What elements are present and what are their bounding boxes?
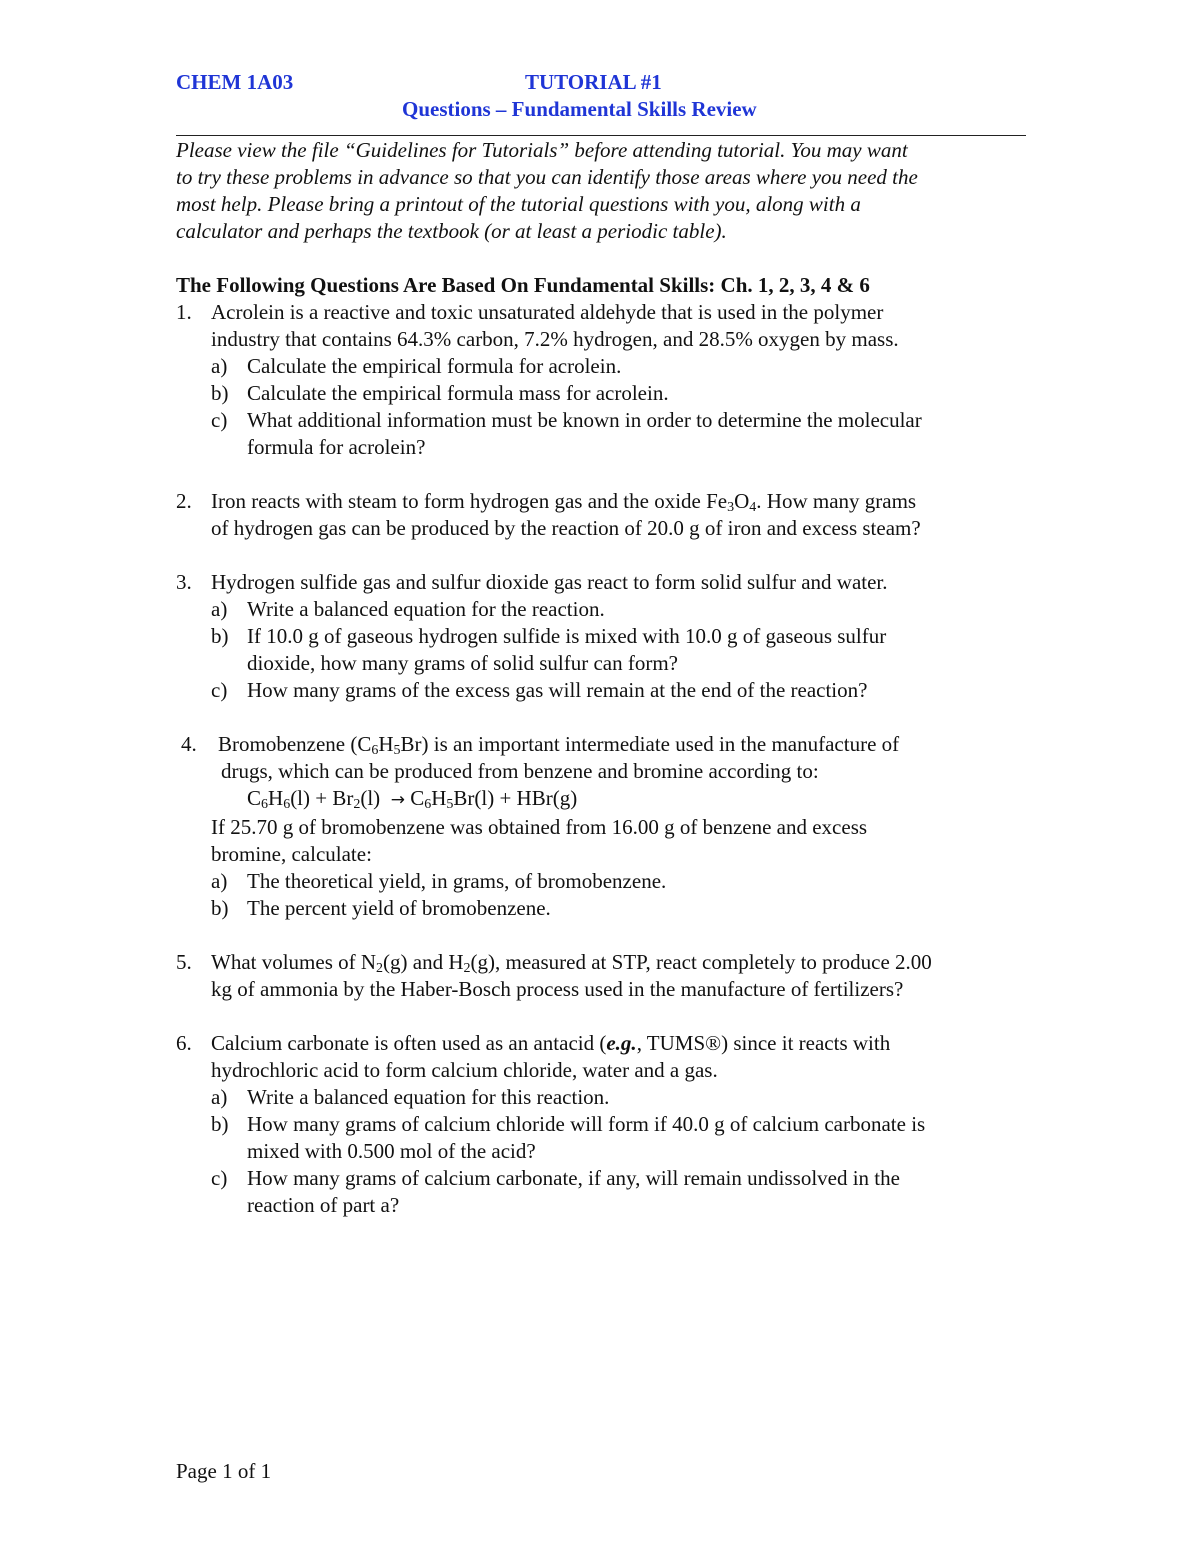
text-run: H <box>378 732 394 756</box>
part-line: mixed with 0.500 mol of the acid? <box>247 1139 536 1163</box>
question-line: Hydrogen sulfide gas and sulfur dioxide gas react to form solid sulfur and water. <box>211 570 888 594</box>
part-line: The theoretical yield, in grams, of bromobenzene. <box>247 869 667 893</box>
text-run: (g) and H <box>383 950 464 974</box>
text-run: H <box>268 786 284 810</box>
question-part <box>211 623 1026 677</box>
text-run: C <box>410 786 425 810</box>
text-run: (g), measured at STP, react completely to produce 2.00 <box>470 950 932 974</box>
question-number: 6. <box>176 1031 192 1055</box>
subscript: 4 <box>749 500 757 515</box>
reaction-arrow-icon: → <box>390 790 405 810</box>
part-line: dioxide, how many grams of solid sulfur can form? <box>247 651 678 675</box>
part-label: b) <box>211 624 229 648</box>
text-run: . How many grams <box>756 489 917 513</box>
text-run: O <box>734 489 750 513</box>
part-label: c) <box>211 408 228 432</box>
subscript: 3 <box>727 500 735 515</box>
subscript: 6 <box>424 797 432 812</box>
text-run: Br(l) + HBr(g) <box>453 786 578 810</box>
question-3 <box>176 569 1026 704</box>
part-line: reaction of part a? <box>247 1193 400 1217</box>
question-number: 1. <box>176 300 192 324</box>
page-footer: Page 1 of 1 <box>176 1459 272 1483</box>
text-run: Br) is an important intermediate used in the manufacture of <box>400 732 900 756</box>
part-line: formula for acrolein? <box>247 435 426 459</box>
part-line: Calculate the empirical formula mass for acrolein. <box>247 381 669 405</box>
part-label: a) <box>211 869 228 893</box>
header-rule <box>176 135 1026 136</box>
subscript: 2 <box>463 961 471 976</box>
question-part <box>211 1165 1026 1219</box>
question-part <box>211 380 1026 407</box>
text-run: , TUMS®) since it reacts with <box>636 1031 891 1055</box>
question-part <box>211 677 1026 704</box>
part-line: Write a balanced equation for this reaction. <box>247 1085 610 1109</box>
part-line: How many grams of calcium chloride will form if 40.0 g of calcium carbonate is <box>247 1112 926 1136</box>
intro-paragraph <box>176 137 1016 245</box>
part-label: a) <box>211 354 228 378</box>
text-run: Iron reacts with steam to form hydrogen gas and the oxide Fe <box>211 489 728 513</box>
section-heading: The Following Questions Are Based On Fundamental Skills: Ch. 1, 2, 3, 4 & 6 <box>176 273 870 297</box>
text-run-italic: e.g. <box>606 1031 637 1055</box>
text-run: Calcium carbonate is often used as an antacid ( <box>211 1031 607 1055</box>
part-line: How many grams of the excess gas will remain at the end of the reaction? <box>247 678 868 702</box>
question-2 <box>176 488 1026 542</box>
question-4 <box>176 731 1026 922</box>
text-run: Bromobenzene (C <box>218 732 372 756</box>
text-run: H <box>431 786 447 810</box>
intro-line: most help. Please bring a printout of the tutorial questions with you, along with a <box>176 192 861 216</box>
part-line: Write a balanced equation for the reaction. <box>247 597 605 621</box>
text-run: C <box>247 786 262 810</box>
question-number: 2. <box>176 489 192 513</box>
part-line: How many grams of calcium carbonate, if any, will remain undissolved in the <box>247 1166 900 1190</box>
question-6 <box>176 1030 1026 1219</box>
question-number: 5. <box>176 950 192 974</box>
tutorial-number: TUTORIAL #1 <box>525 70 662 94</box>
question-part <box>211 868 1026 895</box>
subscript: 2 <box>353 797 361 812</box>
header-row <box>176 70 1026 97</box>
part-line: If 10.0 g of gaseous hydrogen sulfide is mixed with 10.0 g of gaseous sulfur <box>247 624 887 648</box>
text-run: (l) <box>360 786 381 810</box>
part-label: c) <box>211 678 228 702</box>
question-part <box>211 1111 1026 1165</box>
subscript: 2 <box>376 961 384 976</box>
question-line: industry that contains 64.3% carbon, 7.2% hydrogen, and 28.5% oxygen by mass. <box>211 327 899 351</box>
question-part <box>211 1084 1026 1111</box>
question-part <box>211 407 1026 461</box>
question-line <box>211 488 1026 515</box>
question-line: kg of ammonia by the Haber-Bosch process used in the manufacture of fertilizers? <box>211 977 904 1001</box>
part-line: What additional information must be known in order to determine the molecular <box>247 408 922 432</box>
part-label: a) <box>211 597 228 621</box>
chemical-equation <box>213 785 1026 814</box>
subscript: 5 <box>446 797 454 812</box>
question-part <box>211 895 1026 922</box>
text-run: What volumes of N <box>211 950 377 974</box>
question-line: Acrolein is a reactive and toxic unsaturated aldehyde that is used in the polymer <box>211 300 884 324</box>
question-part <box>211 353 1026 380</box>
course-code: CHEM 1A03 <box>176 70 294 94</box>
part-label: b) <box>211 1112 229 1136</box>
question-line <box>211 1030 1026 1057</box>
question-1 <box>176 299 1026 461</box>
question-number: 3. <box>176 570 192 594</box>
question-line: of hydrogen gas can be produced by the reaction of 20.0 g of iron and excess steam? <box>211 516 921 540</box>
subscript: 5 <box>393 743 401 758</box>
part-label: b) <box>211 896 229 920</box>
part-line: Calculate the empirical formula for acrolein. <box>247 354 622 378</box>
document-subtitle: Questions – Fundamental Skills Review <box>402 97 757 121</box>
header-subtitle-row <box>176 97 1026 124</box>
question-line: bromine, calculate: <box>211 842 372 866</box>
intro-line: to try these problems in advance so that you can identify those areas where you need the <box>176 165 918 189</box>
subscript: 6 <box>261 797 269 812</box>
question-line <box>211 949 1026 976</box>
intro-line: calculator and perhaps the textbook (or at least a periodic table). <box>176 219 727 243</box>
question-line: drugs, which can be produced from benzene and bromine according to: <box>221 759 819 783</box>
question-line: If 25.70 g of bromobenzene was obtained from 16.00 g of benzene and excess <box>211 815 868 839</box>
question-line <box>218 731 1026 758</box>
part-label: b) <box>211 381 229 405</box>
question-5 <box>176 949 1026 1003</box>
intro-line: Please view the file “Guidelines for Tutorials” before attending tutorial. You may want <box>176 138 908 162</box>
part-label: c) <box>211 1166 228 1190</box>
part-label: a) <box>211 1085 228 1109</box>
question-number: 4. <box>181 732 197 756</box>
part-line: The percent yield of bromobenzene. <box>247 896 551 920</box>
question-part <box>211 596 1026 623</box>
subscript: 6 <box>283 797 291 812</box>
subscript: 6 <box>371 743 379 758</box>
text-run: (l) + Br <box>290 786 354 810</box>
question-line: hydrochloric acid to form calcium chloride, water and a gas. <box>211 1058 718 1082</box>
document-page <box>176 70 1026 1219</box>
